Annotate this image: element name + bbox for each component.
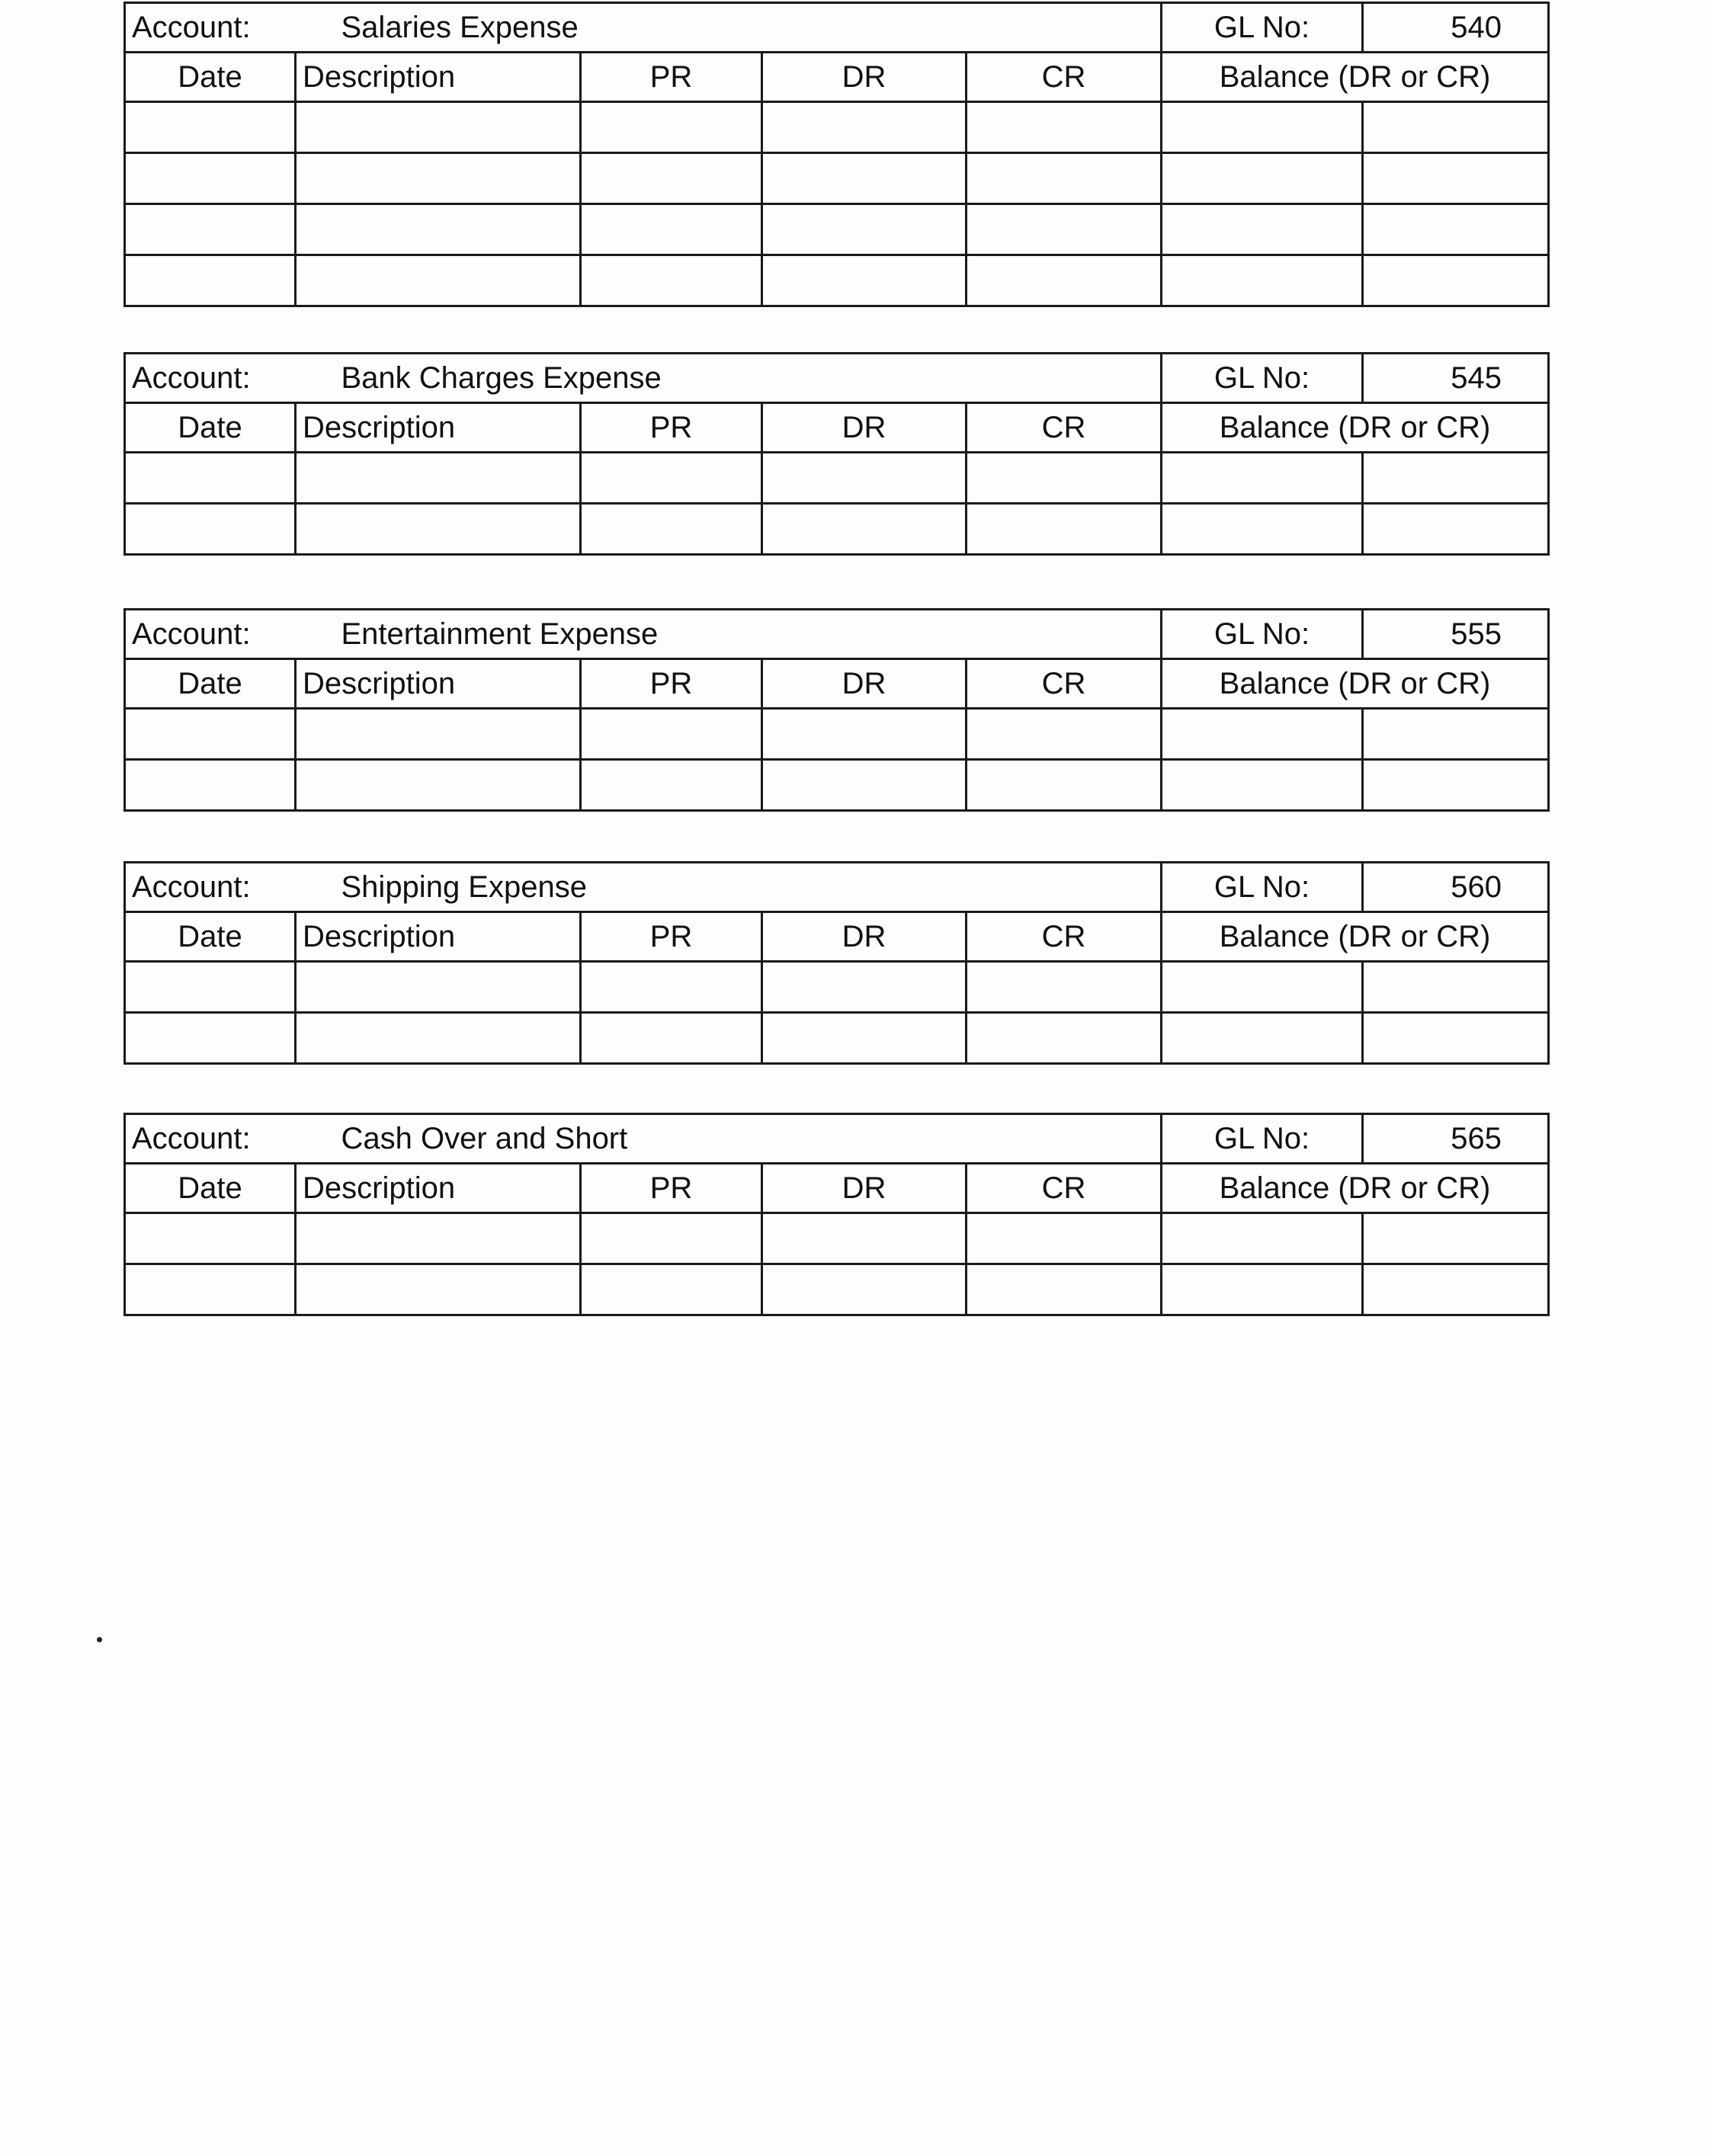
pr-cell[interactable] xyxy=(581,1264,762,1315)
date-cell[interactable] xyxy=(125,153,296,204)
balance-cr-cell[interactable] xyxy=(1363,1013,1549,1064)
col-description: Description xyxy=(296,659,581,709)
pr-cell[interactable] xyxy=(581,962,762,1013)
dr-cell[interactable] xyxy=(762,204,967,255)
date-cell[interactable] xyxy=(125,760,296,811)
account-label: Account: xyxy=(125,1114,296,1164)
cr-cell[interactable] xyxy=(967,204,1162,255)
gl-number: 565 xyxy=(1363,1114,1549,1164)
col-dr: DR xyxy=(762,659,967,709)
balance-dr-cell[interactable] xyxy=(1162,153,1363,204)
balance-dr-cell[interactable] xyxy=(1162,962,1363,1013)
cr-cell[interactable] xyxy=(967,760,1162,811)
balance-dr-cell[interactable] xyxy=(1162,709,1363,760)
col-cr: CR xyxy=(967,659,1162,709)
col-dr: DR xyxy=(762,912,967,962)
gl-no-label: GL No: xyxy=(1162,3,1363,53)
pr-cell[interactable] xyxy=(581,504,762,555)
balance-dr-cell[interactable] xyxy=(1162,760,1363,811)
table-row xyxy=(125,255,1549,306)
col-date: Date xyxy=(125,659,296,709)
account-label: Account: xyxy=(125,3,296,53)
balance-cr-cell[interactable] xyxy=(1363,453,1549,504)
balance-cr-cell[interactable] xyxy=(1363,760,1549,811)
pr-cell[interactable] xyxy=(581,1013,762,1064)
balance-cr-cell[interactable] xyxy=(1363,709,1549,760)
dr-cell[interactable] xyxy=(762,453,967,504)
col-dr: DR xyxy=(762,1164,967,1213)
description-cell[interactable] xyxy=(296,1013,581,1064)
pr-cell[interactable] xyxy=(581,453,762,504)
balance-dr-cell[interactable] xyxy=(1162,255,1363,306)
date-cell[interactable] xyxy=(125,204,296,255)
description-cell[interactable] xyxy=(296,453,581,504)
balance-dr-cell[interactable] xyxy=(1162,1013,1363,1064)
col-pr: PR xyxy=(581,403,762,453)
cr-cell[interactable] xyxy=(967,709,1162,760)
table-row xyxy=(125,504,1549,555)
date-cell[interactable] xyxy=(125,1264,296,1315)
col-pr: PR xyxy=(581,659,762,709)
balance-cr-cell[interactable] xyxy=(1363,102,1549,153)
pr-cell[interactable] xyxy=(581,255,762,306)
account-name: Cash Over and Short xyxy=(296,1114,1162,1164)
description-cell[interactable] xyxy=(296,153,581,204)
table-row xyxy=(125,709,1549,760)
balance-cr-cell[interactable] xyxy=(1363,1213,1549,1264)
cr-cell[interactable] xyxy=(967,1213,1162,1264)
dr-cell[interactable] xyxy=(762,1213,967,1264)
col-balance: Balance (DR or CR) xyxy=(1162,1164,1549,1213)
balance-cr-cell[interactable] xyxy=(1363,153,1549,204)
cr-cell[interactable] xyxy=(967,1264,1162,1315)
date-cell[interactable] xyxy=(125,453,296,504)
pr-cell[interactable] xyxy=(581,153,762,204)
dr-cell[interactable] xyxy=(762,709,967,760)
col-date: Date xyxy=(125,912,296,962)
col-cr: CR xyxy=(967,912,1162,962)
account-name: Shipping Expense xyxy=(296,863,1162,912)
description-cell[interactable] xyxy=(296,962,581,1013)
col-pr: PR xyxy=(581,912,762,962)
col-description: Description xyxy=(296,912,581,962)
table-row xyxy=(125,1213,1549,1264)
account-name: Entertainment Expense xyxy=(296,610,1162,659)
col-pr: PR xyxy=(581,53,762,102)
ledger-entertainment-expense xyxy=(123,608,1547,812)
col-balance: Balance (DR or CR) xyxy=(1162,912,1549,962)
description-cell[interactable] xyxy=(296,1264,581,1315)
table-row xyxy=(125,102,1549,153)
col-date: Date xyxy=(125,53,296,102)
date-cell[interactable] xyxy=(125,504,296,555)
account-name: Salaries Expense xyxy=(296,3,1162,53)
ledger-shipping-expense xyxy=(123,861,1547,1065)
description-cell[interactable] xyxy=(296,504,581,555)
dr-cell[interactable] xyxy=(762,1013,967,1064)
balance-cr-cell[interactable] xyxy=(1363,504,1549,555)
ledger-table xyxy=(123,861,1550,1065)
cr-cell[interactable] xyxy=(967,1013,1162,1064)
balance-dr-cell[interactable] xyxy=(1162,453,1363,504)
pr-cell[interactable] xyxy=(581,760,762,811)
account-label: Account: xyxy=(125,863,296,912)
pr-cell[interactable] xyxy=(581,709,762,760)
gl-number: 560 xyxy=(1363,863,1549,912)
cr-cell[interactable] xyxy=(967,962,1162,1013)
gl-number: 545 xyxy=(1363,354,1549,403)
table-row xyxy=(125,453,1549,504)
cr-cell[interactable] xyxy=(967,453,1162,504)
date-cell[interactable] xyxy=(125,962,296,1013)
balance-dr-cell[interactable] xyxy=(1162,204,1363,255)
balance-dr-cell[interactable] xyxy=(1162,1264,1363,1315)
account-label: Account: xyxy=(125,354,296,403)
table-row xyxy=(125,204,1549,255)
col-balance: Balance (DR or CR) xyxy=(1162,53,1549,102)
col-date: Date xyxy=(125,403,296,453)
balance-cr-cell[interactable] xyxy=(1363,1264,1549,1315)
dr-cell[interactable] xyxy=(762,962,967,1013)
ledger-table xyxy=(123,608,1550,812)
date-cell[interactable] xyxy=(125,102,296,153)
account-label: Account: xyxy=(125,610,296,659)
table-row xyxy=(125,153,1549,204)
date-cell[interactable] xyxy=(125,255,296,306)
balance-dr-cell[interactable] xyxy=(1162,504,1363,555)
table-row xyxy=(125,1264,1549,1315)
col-cr: CR xyxy=(967,403,1162,453)
table-row xyxy=(125,1013,1549,1064)
col-balance: Balance (DR or CR) xyxy=(1162,659,1549,709)
ledger-table xyxy=(123,1113,1550,1316)
account-name: Bank Charges Expense xyxy=(296,354,1162,403)
gl-no-label: GL No: xyxy=(1162,1114,1363,1164)
ledger-salaries-expense xyxy=(123,2,1547,307)
col-date: Date xyxy=(125,1164,296,1213)
description-cell[interactable] xyxy=(296,709,581,760)
balance-dr-cell[interactable] xyxy=(1162,102,1363,153)
col-balance: Balance (DR or CR) xyxy=(1162,403,1549,453)
col-cr: CR xyxy=(967,1164,1162,1213)
description-cell[interactable] xyxy=(296,255,581,306)
date-cell[interactable] xyxy=(125,1213,296,1264)
cr-cell[interactable] xyxy=(967,102,1162,153)
gl-number: 540 xyxy=(1363,3,1549,53)
table-row xyxy=(125,962,1549,1013)
col-dr: DR xyxy=(762,403,967,453)
gl-no-label: GL No: xyxy=(1162,610,1363,659)
pr-cell[interactable] xyxy=(581,1213,762,1264)
gl-no-label: GL No: xyxy=(1162,863,1363,912)
dr-cell[interactable] xyxy=(762,1264,967,1315)
balance-dr-cell[interactable] xyxy=(1162,1213,1363,1264)
dr-cell[interactable] xyxy=(762,153,967,204)
date-cell[interactable] xyxy=(125,709,296,760)
pr-cell[interactable] xyxy=(581,204,762,255)
ledger-table xyxy=(123,352,1550,556)
col-dr: DR xyxy=(762,53,967,102)
table-row xyxy=(125,760,1549,811)
cr-cell[interactable] xyxy=(967,255,1162,306)
cr-cell[interactable] xyxy=(967,153,1162,204)
balance-cr-cell[interactable] xyxy=(1363,255,1549,306)
ledger-table xyxy=(123,2,1550,307)
dr-cell[interactable] xyxy=(762,255,967,306)
col-pr: PR xyxy=(581,1164,762,1213)
dr-cell[interactable] xyxy=(762,102,967,153)
col-description: Description xyxy=(296,403,581,453)
ledger-cash-over-and-short xyxy=(123,1113,1547,1316)
balance-cr-cell[interactable] xyxy=(1363,204,1549,255)
scan-speck xyxy=(97,1637,102,1642)
date-cell[interactable] xyxy=(125,1013,296,1064)
description-cell[interactable] xyxy=(296,760,581,811)
gl-no-label: GL No: xyxy=(1162,354,1363,403)
dr-cell[interactable] xyxy=(762,760,967,811)
col-cr: CR xyxy=(967,53,1162,102)
col-description: Description xyxy=(296,1164,581,1213)
description-cell[interactable] xyxy=(296,102,581,153)
pr-cell[interactable] xyxy=(581,102,762,153)
description-cell[interactable] xyxy=(296,204,581,255)
balance-cr-cell[interactable] xyxy=(1363,962,1549,1013)
cr-cell[interactable] xyxy=(967,504,1162,555)
gl-number: 555 xyxy=(1363,610,1549,659)
dr-cell[interactable] xyxy=(762,504,967,555)
col-description: Description xyxy=(296,53,581,102)
description-cell[interactable] xyxy=(296,1213,581,1264)
ledger-bank-charges-expense xyxy=(123,352,1547,556)
